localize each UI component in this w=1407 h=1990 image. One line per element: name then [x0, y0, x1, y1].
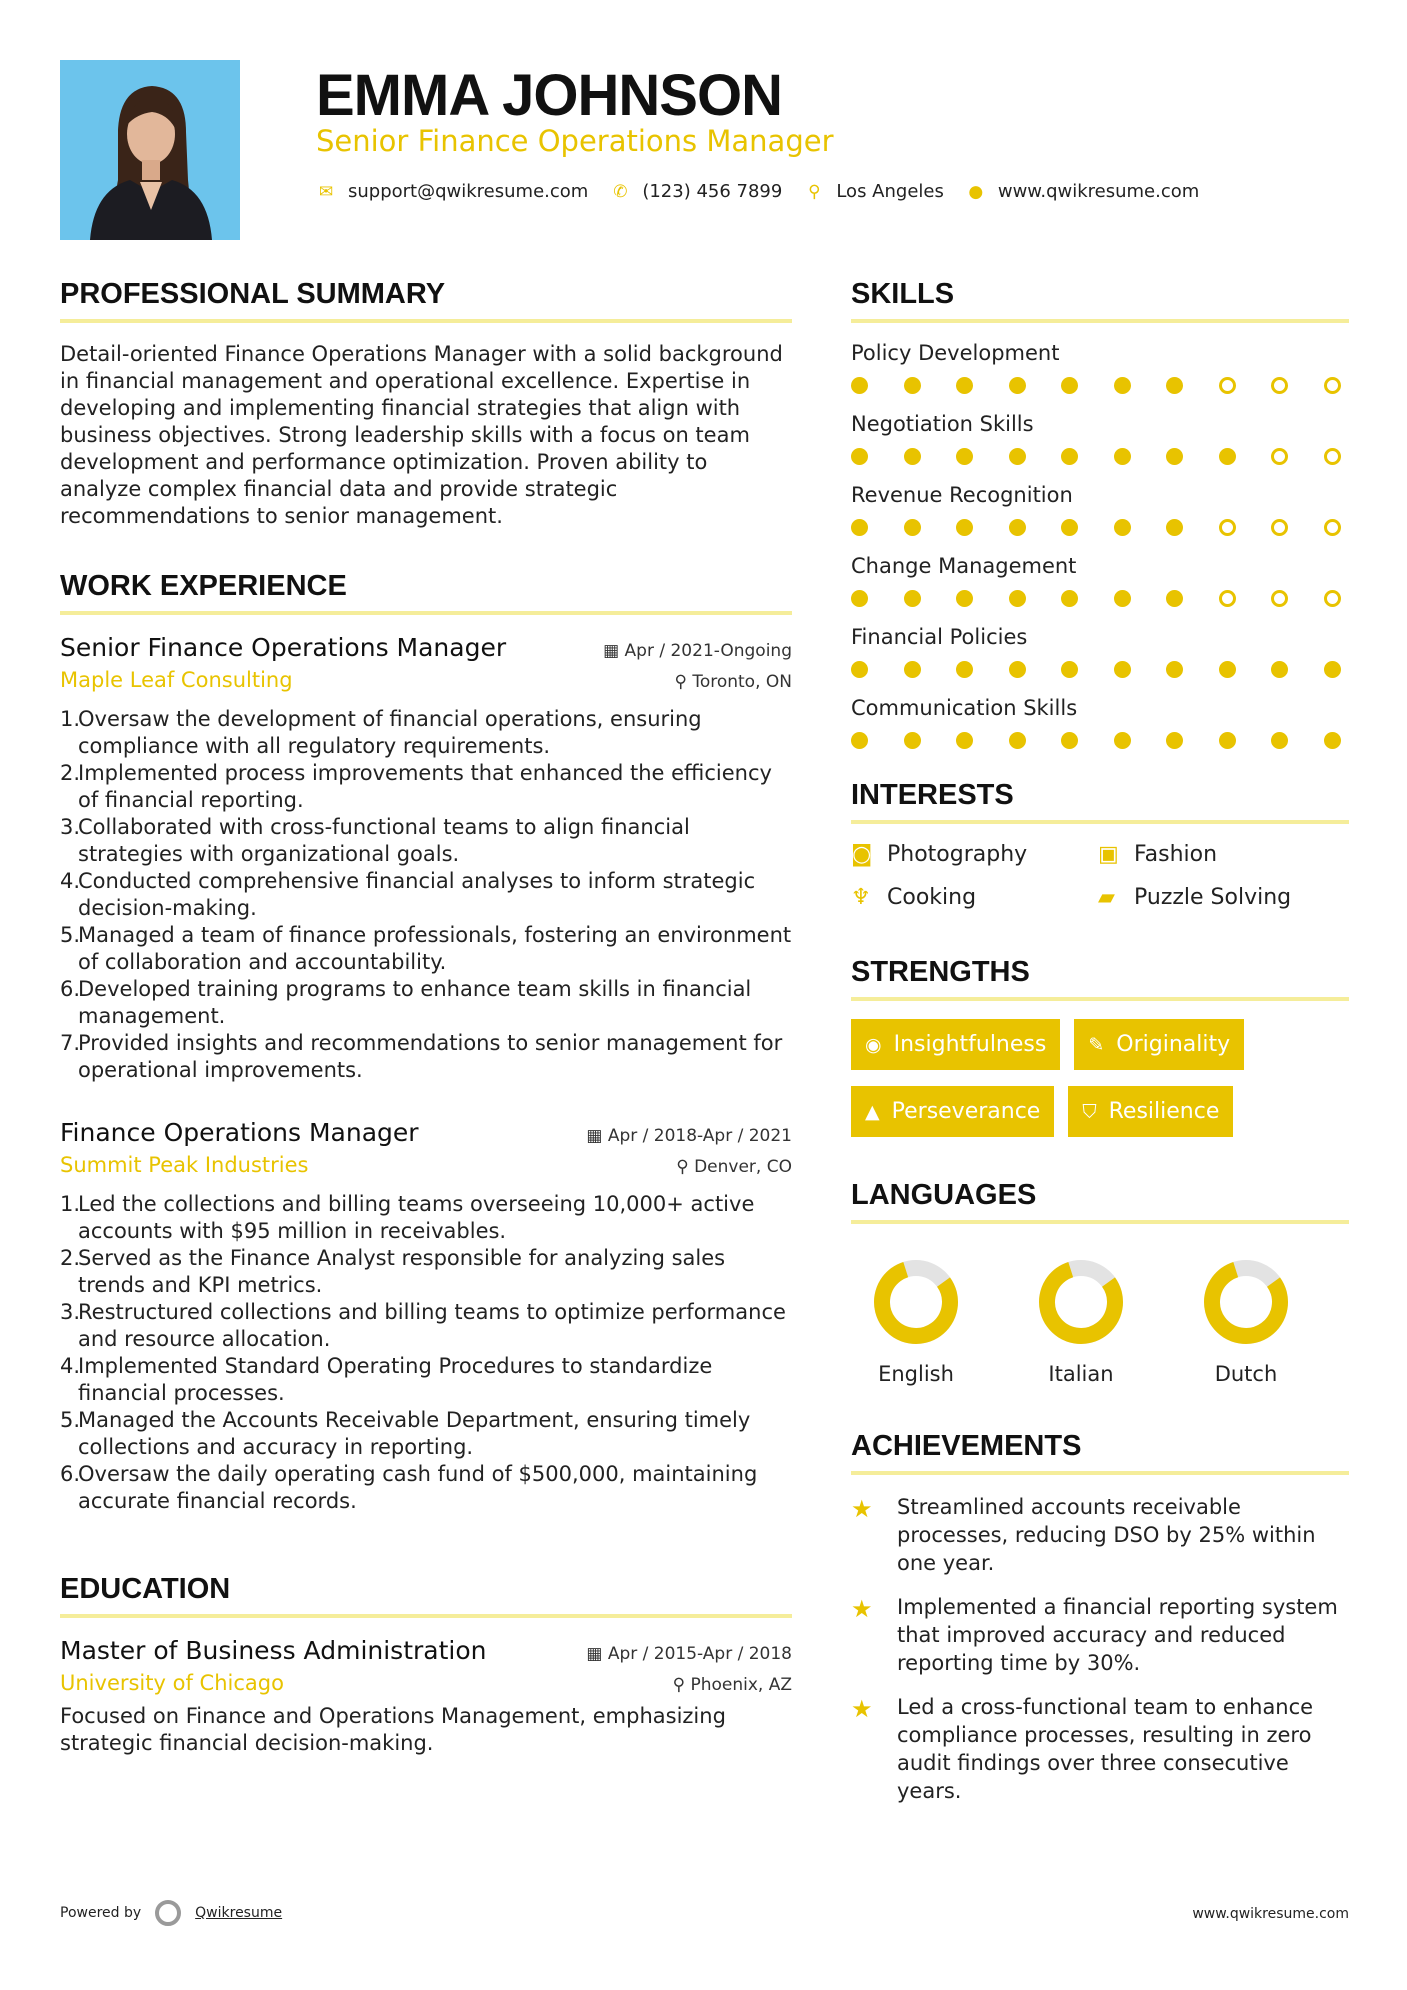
- interest-item: ▰ Puzzle Solving: [1098, 885, 1292, 910]
- shield-icon: ⛉: [1082, 1100, 1097, 1123]
- rating-dot-filled: [956, 732, 973, 749]
- rating-dot-empty: [1219, 590, 1236, 607]
- rating-dot-empty: [1324, 590, 1341, 607]
- skill-item: [851, 483, 1349, 536]
- strengths-section: [851, 956, 1349, 1137]
- interests-section: [851, 779, 1349, 910]
- rating-dot-filled: [1166, 661, 1183, 678]
- rating-dot-filled: [1219, 732, 1236, 749]
- rating-dot-filled: [1166, 519, 1183, 536]
- school-name: University of Chicago: [60, 1671, 284, 1695]
- skill-item: [851, 412, 1349, 465]
- rating-dot-filled: [1009, 661, 1026, 678]
- rating-dot-filled: [1166, 377, 1183, 394]
- skill-rating: [851, 519, 1341, 536]
- rating-dot-filled: [1324, 661, 1341, 678]
- rating-dot-filled: [1114, 448, 1131, 465]
- job-company: Maple Leaf Consulting: [60, 668, 293, 692]
- skill-name: Change Management: [851, 554, 1077, 578]
- achievements-heading: ACHIEVEMENTS: [851, 1430, 1349, 1475]
- right-column: [851, 278, 1349, 1821]
- rating-dot-filled: [1061, 377, 1078, 394]
- rating-dot-filled: [1166, 590, 1183, 607]
- rating-dot-filled: [904, 377, 921, 394]
- strengths-heading: STRENGTHS: [851, 956, 1349, 1001]
- rating-dot-filled: [1114, 661, 1131, 678]
- language-name: Dutch: [1214, 1362, 1278, 1386]
- rating-dot-filled: [956, 661, 973, 678]
- rating-dot-filled: [1114, 377, 1131, 394]
- rating-dot-filled: [1324, 732, 1341, 749]
- envelope-icon: ✉: [318, 181, 334, 202]
- contact-website[interactable]: [966, 181, 1199, 202]
- contact-phone[interactable]: [610, 181, 782, 202]
- experience-heading: WORK EXPERIENCE: [60, 570, 792, 615]
- list-item: 3. Restructured collections and billing teams to optimize performance and resource allocation.: [60, 1300, 786, 1351]
- rating-dot-filled: [1114, 519, 1131, 536]
- list-item: 3. Collaborated with cross-functional teams to align financial strategies with organizational goals.: [60, 815, 690, 866]
- education-location: ⚲ Phoenix, AZ: [672, 1675, 792, 1695]
- interests-grid: [851, 842, 1349, 910]
- language-item: [1181, 1258, 1311, 1386]
- summary-section: [60, 278, 792, 530]
- rating-dot-filled: [1166, 448, 1183, 465]
- list-item: 6. Developed training programs to enhance team skills in financial management.: [60, 977, 752, 1028]
- calendar-icon: ▦: [603, 641, 625, 661]
- skill-name: Policy Development: [851, 341, 1060, 365]
- job-title: Senior Finance Operations Manager: [60, 633, 507, 662]
- skill-item: [851, 341, 1349, 394]
- job-location: ⚲ Toronto, ON: [674, 672, 792, 692]
- pin-icon: ⚲: [672, 1675, 691, 1695]
- summary-heading: PROFESSIONAL SUMMARY: [60, 278, 792, 323]
- job-bullets: [60, 706, 792, 1084]
- education-date: ▦ Apr / 2015-Apr / 2018: [586, 1644, 792, 1664]
- language-donut: [872, 1258, 960, 1346]
- job-entry: [60, 1118, 792, 1515]
- rating-dot-filled: [1009, 519, 1026, 536]
- skill-item: [851, 554, 1349, 607]
- strengths-badges: [851, 1019, 1349, 1137]
- rating-dot-filled: [956, 448, 973, 465]
- job-date: ▦ Apr / 2021-Ongoing: [603, 641, 792, 661]
- rating-dot-empty: [1324, 448, 1341, 465]
- skill-rating: [851, 448, 1341, 465]
- shopping-bag-icon: ▣: [1098, 842, 1119, 867]
- skill-rating: [851, 732, 1341, 749]
- list-item: 1. Oversaw the development of financial operations, ensuring compliance with all regulatory requirements.: [60, 707, 702, 758]
- skill-rating: [851, 377, 1341, 394]
- job-title: Finance Operations Manager: [60, 1118, 419, 1147]
- rating-dot-filled: [956, 519, 973, 536]
- language-donut: [1202, 1258, 1290, 1346]
- strength-badge: ✎ Originality: [1074, 1019, 1244, 1070]
- star-icon: ★: [851, 1595, 873, 1623]
- list-item: 4. Implemented Standard Operating Procedures to standardize financial processes.: [60, 1354, 713, 1405]
- rating-dot-filled: [1061, 519, 1078, 536]
- languages-section: [851, 1179, 1349, 1386]
- rating-dot-empty: [1324, 377, 1341, 394]
- rating-dot-filled: [851, 732, 868, 749]
- rating-dot-filled: [904, 732, 921, 749]
- rating-dot-filled: [851, 590, 868, 607]
- rating-dot-empty: [1219, 377, 1236, 394]
- rating-dot-filled: [1166, 732, 1183, 749]
- languages-heading: LANGUAGES: [851, 1179, 1349, 1224]
- interest-item: ◙ Photography: [851, 842, 1028, 867]
- skill-name: Communication Skills: [851, 696, 1078, 720]
- qwikresume-logo-icon: [155, 1900, 181, 1926]
- pencil-icon: ✎: [1088, 1033, 1105, 1056]
- skill-name: Negotiation Skills: [851, 412, 1034, 436]
- rating-dot-filled: [1219, 661, 1236, 678]
- rating-dot-filled: [851, 448, 868, 465]
- language-item: [1016, 1258, 1146, 1386]
- language-name: English: [878, 1362, 954, 1386]
- list-item: 4. Conducted comprehensive financial analyses to inform strategic decision-making.: [60, 869, 756, 920]
- skill-rating: [851, 590, 1341, 607]
- education-text: Focused on Finance and Operations Management, emphasizing strategic financial decision-making.: [60, 1704, 726, 1755]
- job-bullets: [60, 1191, 792, 1515]
- strength-badge: ▲ Perseverance: [851, 1086, 1054, 1137]
- interest-item: ▣ Fashion: [1098, 842, 1218, 867]
- rating-dot-filled: [1061, 661, 1078, 678]
- globe-icon: ●: [968, 181, 984, 202]
- rating-dot-filled: [1009, 590, 1026, 607]
- contact-location: [804, 181, 944, 202]
- strength-badge: ◉ Insightfulness: [851, 1019, 1060, 1070]
- brand-link[interactable]: Qwikresume: [195, 1905, 283, 1921]
- language-donut: [1037, 1258, 1125, 1346]
- skill-item: [851, 696, 1349, 749]
- strength-badge: ⛉ Resilience: [1068, 1086, 1233, 1137]
- location-pin-icon: ⚲: [808, 181, 821, 202]
- contact-bar: [316, 181, 1221, 202]
- footer-powered-by: [60, 1900, 282, 1926]
- achievement-item: ★ Streamlined accounts receivable processes, reducing DSO by 25% within one year.: [851, 1495, 1316, 1575]
- job-location: ⚲ Denver, CO: [676, 1157, 792, 1177]
- skill-name: Financial Policies: [851, 625, 1028, 649]
- rating-dot-filled: [1061, 590, 1078, 607]
- rating-dot-filled: [1009, 377, 1026, 394]
- person-avatar-icon: [60, 60, 240, 240]
- footer-site-link[interactable]: www.qwikresume.com: [1192, 1906, 1349, 1922]
- left-column: [60, 278, 792, 1757]
- road-icon: ▲: [865, 1100, 880, 1123]
- candidate-name: EMMA JOHNSON: [316, 63, 782, 128]
- calendar-icon: ▦: [586, 1126, 608, 1146]
- job-company: Summit Peak Industries: [60, 1153, 309, 1177]
- rating-dot-empty: [1271, 590, 1288, 607]
- job-date: ▦ Apr / 2018-Apr / 2021: [586, 1126, 792, 1146]
- achievements-list: [851, 1493, 1349, 1805]
- rating-dot-filled: [956, 377, 973, 394]
- profile-photo: [60, 60, 240, 240]
- rating-dot-filled: [1061, 732, 1078, 749]
- rating-dot-filled: [1009, 732, 1026, 749]
- contact-website-text: www.qwikresume.com: [997, 181, 1200, 202]
- rating-dot-filled: [904, 519, 921, 536]
- pin-icon: ⚲: [674, 672, 693, 692]
- job-entry: [60, 633, 792, 1084]
- list-item: 5. Managed the Accounts Receivable Department, ensuring timely collections and accuracy in reporting.: [60, 1408, 751, 1459]
- language-item: [851, 1258, 981, 1386]
- rating-dot-filled: [851, 661, 868, 678]
- list-item: 2. Implemented process improvements that enhanced the efficiency of financial reporting.: [60, 761, 772, 812]
- rating-dot-filled: [1009, 448, 1026, 465]
- interest-item: ♆ Cooking: [851, 885, 977, 910]
- list-item: 5. Managed a team of finance professionals, fostering an environment of collaboration and accountability.: [60, 923, 792, 974]
- rating-dot-filled: [904, 661, 921, 678]
- pin-icon: ⚲: [676, 1157, 695, 1177]
- achievement-item: ★ Led a cross-functional team to enhance compliance processes, resulting in zero audit findings over three consecutive years.: [851, 1695, 1314, 1803]
- skills-section: [851, 278, 1349, 749]
- achievement-item: ★ Implemented a financial reporting system that improved accuracy and reduced reporting time by 30%.: [851, 1595, 1338, 1675]
- rating-dot-filled: [1271, 732, 1288, 749]
- achievements-section: [851, 1430, 1349, 1805]
- list-item: 6. Oversaw the daily operating cash fund of $500,000, maintaining accurate financial records.: [60, 1462, 758, 1513]
- eye-icon: ◉: [865, 1033, 882, 1056]
- calendar-icon: ▦: [586, 1644, 608, 1664]
- rating-dot-filled: [904, 590, 921, 607]
- skill-rating: [851, 661, 1341, 678]
- rating-dot-filled: [851, 519, 868, 536]
- education-heading: EDUCATION: [60, 1573, 792, 1618]
- skill-name: Revenue Recognition: [851, 483, 1073, 507]
- rating-dot-filled: [1271, 661, 1288, 678]
- contact-email[interactable]: [316, 181, 588, 202]
- rating-dot-filled: [1061, 448, 1078, 465]
- rating-dot-filled: [904, 448, 921, 465]
- rating-dot-filled: [1114, 732, 1131, 749]
- experience-section: [60, 570, 792, 1515]
- rating-dot-filled: [956, 590, 973, 607]
- rating-dot-empty: [1271, 519, 1288, 536]
- rating-dot-filled: [851, 377, 868, 394]
- rating-dot-empty: [1271, 448, 1288, 465]
- skills-list: [851, 341, 1349, 749]
- list-item: 2. Served as the Finance Analyst responsible for analyzing sales trends and KPI metrics.: [60, 1246, 726, 1297]
- interests-heading: INTERESTS: [851, 779, 1349, 824]
- degree-title: Master of Business Administration: [60, 1636, 487, 1665]
- star-icon: ★: [851, 1695, 873, 1723]
- powered-by-label: Powered by: [60, 1905, 142, 1921]
- education-section: [60, 1573, 792, 1757]
- list-item: 7. Provided insights and recommendations to senior management for operational improvements.: [60, 1031, 783, 1082]
- languages-list: [851, 1258, 1311, 1386]
- rating-dot-empty: [1219, 519, 1236, 536]
- skill-item: [851, 625, 1349, 678]
- rating-dot-filled: [1219, 448, 1236, 465]
- rating-dot-filled: [1114, 590, 1131, 607]
- rating-dot-empty: [1271, 377, 1288, 394]
- skills-heading: SKILLS: [851, 278, 1349, 323]
- contact-email-text: support@qwikresume.com: [348, 181, 589, 202]
- language-name: Italian: [1048, 1362, 1114, 1386]
- candidate-title: Senior Finance Operations Manager: [316, 124, 834, 158]
- contact-phone-text: (123) 456 7899: [642, 181, 783, 202]
- contact-location-text: Los Angeles: [836, 181, 944, 202]
- phone-icon: ✆: [613, 181, 628, 202]
- summary-text: Detail-oriented Finance Operations Manager with a solid background in financial management and operational excellence. Expertise in developing and implementing financial strategies that align with business objectives. Strong leadership skills with a focus on team development and performance optimization. Proven ability to analyze complex financial data and provide strategic recommendations to senior management.: [60, 342, 783, 528]
- utensils-icon: ♆: [851, 885, 871, 910]
- list-item: 1. Led the collections and billing teams overseeing 10,000+ active accounts with $95 million in receivables.: [60, 1192, 755, 1243]
- puzzle-book-icon: ▰: [1098, 885, 1115, 910]
- star-icon: ★: [851, 1495, 873, 1523]
- rating-dot-empty: [1324, 519, 1341, 536]
- camera-icon: ◙: [851, 842, 873, 867]
